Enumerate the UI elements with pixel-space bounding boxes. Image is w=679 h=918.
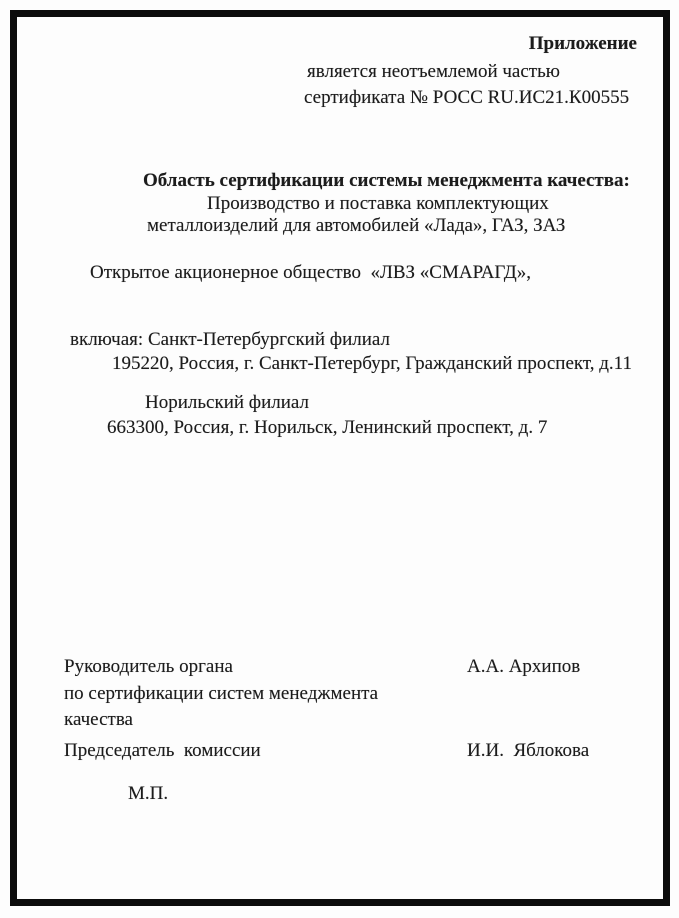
signature1-name: А.А. Архипов [467,656,581,677]
branch2-address: 663300, Россия, г. Норильск, Ленинский проспект, д. 7 [107,417,548,438]
stamp-place-label: М.П. [128,783,169,804]
scope-title: Область сертификации системы менеджмента качества: [143,170,630,191]
branch1-name: Санкт-Петербургский филиал [148,329,390,350]
branch2-name: Норильский филиал [145,392,309,413]
organization-name: Открытое акционерное общество «ЛВЗ «СМАРАГД», [90,262,531,283]
signature1-role-line-3: качества [64,709,133,730]
appendix-heading: Приложение [528,33,637,54]
including-label: включая: [70,329,144,350]
page-border-frame [10,10,670,906]
certificate-number-line: сертификата № РОСС RU.ИС21.К00555 [304,87,630,108]
scope-line-2: металлоизделий для автомобилей «Лада», ГАЗ, ЗАЗ [147,215,566,236]
signature2-role: Председатель комиссии [64,740,261,761]
scope-line-1: Производство и поставка комплектующих [207,193,549,214]
branch1-address: 195220, Россия, г. Санкт-Петербург, Гражданский проспект, д.11 [112,353,632,374]
intro-line-1: является неотъемлемой частью [307,61,560,82]
signature1-role-line-2: по сертификации систем менеджмента [64,683,379,704]
signature2-name: И.И. Яблокова [467,740,590,761]
signature1-role-line-1: Руководитель органа [64,656,233,677]
